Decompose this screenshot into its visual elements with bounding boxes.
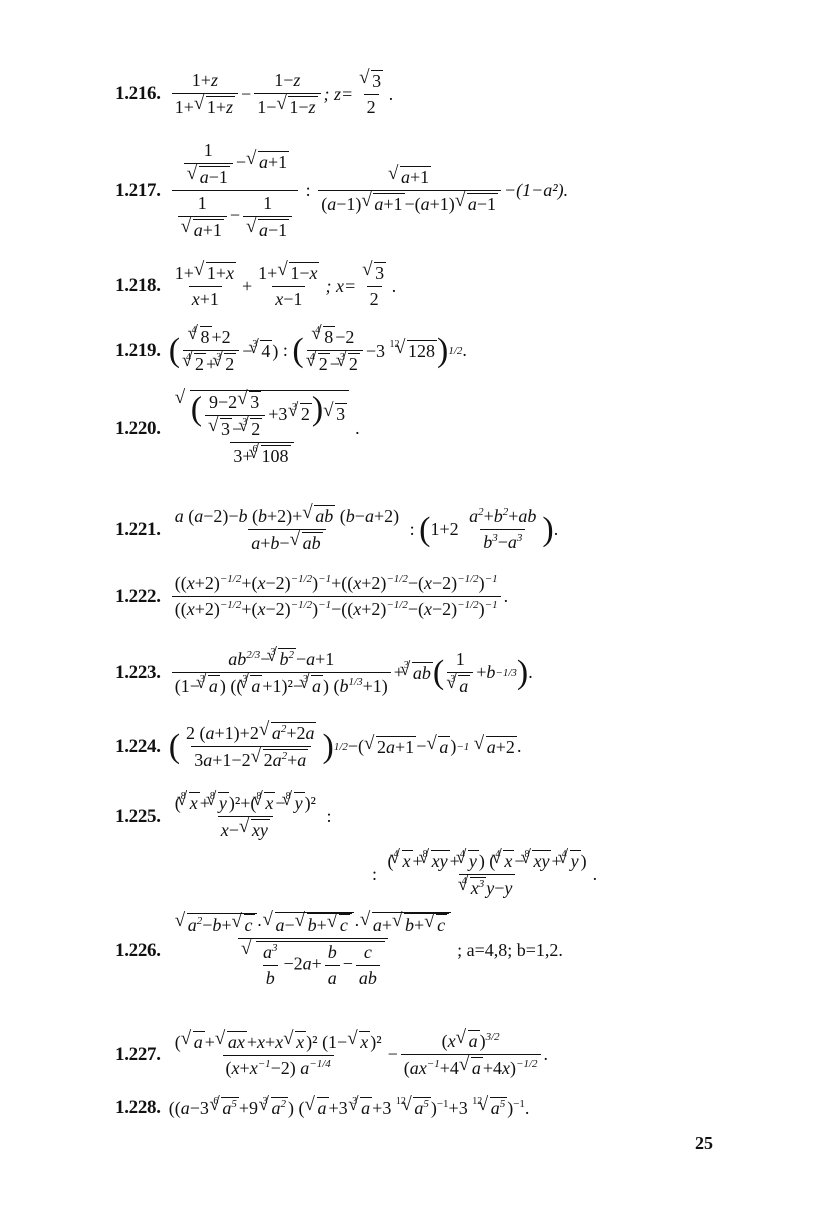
problem-end: .	[389, 83, 394, 104]
problem-1-220	[115, 390, 360, 467]
problem-number: 1.224.	[115, 735, 161, 757]
expression: ( $\frac{2 (a+1)+2√ a^2+2a}{3a+1-2√ 2a^2+a}$ ) 1/2 −( √ 2a+1 − √ a ) −1 √ a+2 .	[169, 722, 522, 771]
problem-number: 1.216.	[115, 83, 161, 104]
problem-1-219	[115, 326, 467, 375]
problem-number: 1.226.	[115, 939, 161, 961]
problem-number: 1.228.	[115, 1097, 161, 1118]
problem-number: 1.221.	[115, 518, 161, 540]
expression: $\frac{\text{(√ a +√ ax +x+x√ x )² (1−√ x )²}}{(x+x^{-1}-2) a^{-1/4}}$ − $\frac{(x√ a )^{3/2}}{(ax^{-1}+4√ a +4x)^{-1/2}}$ .	[169, 1030, 548, 1079]
expression: $\frac{(^8√ x +^8√ y )^2+(^8√ x -^8√ y )^2}{x-√ xy}$ :	[169, 792, 332, 841]
page-number: 25	[695, 1133, 713, 1153]
problem-1-227	[115, 1030, 548, 1079]
expression: $\frac{1+√ 1+x}{x+1}$ + $\frac{1+√ 1-x}{x-1}$ ; x= √ $\frac{3}{2}$ .	[169, 262, 397, 310]
problem-tail: ; x=	[325, 275, 357, 296]
problem-1-224	[115, 722, 521, 771]
problem-number: 1.225.	[115, 805, 161, 827]
problem-1-228	[115, 1097, 529, 1119]
problem-number: 1.223.	[115, 661, 161, 683]
problem-tail: ; z=	[323, 83, 354, 104]
expression: $\frac{ab^{2/3}-^3√ b^2 -a+1}{(1-^3√ a ) ((^3√ a +1)^2-^3√ a ) (b^{1/3}+1)}$ +$^3$ √ ab ( $\frac{1}{^3√ a}$ + b −1/3 ) .	[169, 648, 533, 697]
expression: $\frac{a (a-2)-b (b+2)+√ ab (b-a+2)}{a+b-√ ab}$ : ( 1+2 $\frac{a^2+b^2+ab}{b^3-a^3}$ ) .	[169, 505, 559, 554]
problem-tail: ; a=4,8; b=1,2.	[457, 940, 563, 960]
expression: : $\frac{(^4√ x +^8√ xy +^4√ y ) (^4√ x -^8√ xy +^4√ y )}{^4√ x^3 y-y}$ .	[372, 850, 597, 899]
problem-1-216	[115, 70, 394, 118]
problem-number: 1.217.	[115, 179, 161, 201]
problem-number: 1.222.	[115, 585, 161, 607]
expression: $\frac{1+z}{1+√ 1+z}$ − $\frac{1-z}{1-√ 1-z}$ ; z= √ $\frac{3}{2}$ .	[169, 70, 394, 118]
problem-1-218	[115, 262, 397, 310]
problem-1-226	[115, 912, 563, 989]
problem-end: .	[392, 275, 397, 296]
expression: ( $\frac{^4√ 8 +2}{^4√ 2 +^3√ 2}$ −$^3$√ 4 ) : ( $\frac{^4√ 8 -2}{^4√ 2 -^3√ 2}$ −3 $^{12}$ √ 128 ) 1/2 .	[169, 326, 467, 375]
problem-tail: −(1−a²).	[503, 180, 569, 200]
problem-number: 1.220.	[115, 417, 161, 439]
expression: 1 √ a−1 −√ a+1 1 √ a+1 − 1 √ a−1 : √ $\frac{a+1}{(a-1)√ a+1 -(a+1)√ a-1}$ −(1−a²).	[169, 140, 568, 241]
problem-1-217	[115, 140, 568, 241]
expression: √ ( 9−2√ 3 √ 3 −$^3$√ 2 +3 $^3$√ 2)√ 3 3+$^6$√ 108 .	[169, 390, 360, 467]
problem-number: 1.227.	[115, 1043, 161, 1065]
problem-number: 1.219.	[115, 339, 161, 361]
problem-1-223	[115, 648, 533, 697]
problem-number: 1.218.	[115, 275, 161, 296]
expression: √ $a^2-b+√$ c ·√ a−√ b+√ c ·√ a+√ b+√ c √ $\frac{a^3}{b}$ −2a+ $\frac{b}{a}$ − $\frac{c}{ab}$ ; a=4,8; b=1,2.	[169, 912, 563, 989]
expression: $\frac{((x+2)^{-1/2}+(x-2)^{-1/2})^{-1}+((x+2)^{-1/2}-(x-2)^{-1/2})^{-1}}{((x+2)^{-1/2}+(x-2)^{-1/2})^{-1}-((x+2)^{-1/2}-(x-2)^{-1/2})^{-1}}$ .	[169, 573, 508, 620]
problem-1-221	[115, 505, 558, 554]
problem-1-225-continued	[372, 850, 597, 899]
problem-1-225	[115, 792, 331, 841]
problem-1-222	[115, 573, 508, 620]
expression: (( a −3 $^6$ √ $a^5$ +9 $^3$ √ $a^2$ ) ( √ a +3 $^3$ √ a +3 $^{12}$ √ $a^5$ )$^{-1}$+3 $^{12}$ √ $a^5$ )$^{-1}$.	[169, 1097, 530, 1119]
